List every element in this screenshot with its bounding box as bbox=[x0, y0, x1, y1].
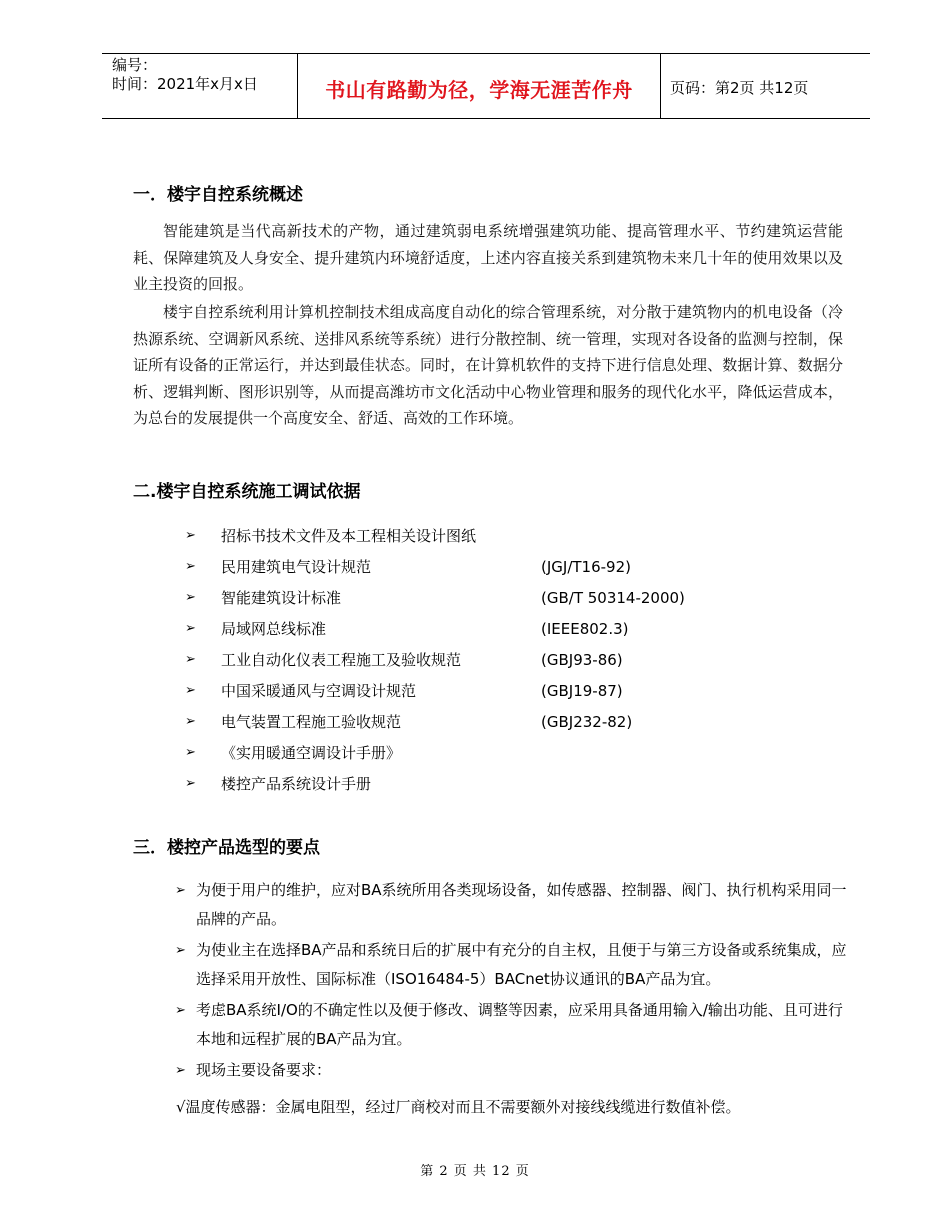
section-2-title: 二.楼宇自控系统施工调试依据 bbox=[133, 482, 361, 502]
temperature-sensor-requirement: √温度传感器：金属电阻型，经过厂商校对而且不需要额外对接线线缆进行数值补偿。 bbox=[176, 1098, 741, 1116]
page-footer: 第 2 页 共 12 页 bbox=[420, 1164, 530, 1179]
arrow-bullet-icon: ➢ bbox=[185, 528, 196, 543]
standards-list bbox=[185, 520, 741, 799]
arrow-bullet-icon: ➢ bbox=[185, 776, 196, 791]
list-item: ➢ 电气装置工程施工验收规范 (GBJ232-82) bbox=[185, 712, 633, 731]
selection-points-list bbox=[175, 876, 855, 1087]
arrow-bullet-icon: ➢ bbox=[185, 683, 196, 698]
arrow-bullet-icon: ➢ bbox=[185, 590, 196, 605]
header-top-rule bbox=[102, 53, 870, 54]
arrow-bullet-icon: ➢ bbox=[175, 943, 186, 958]
header-number-label: 编号： bbox=[112, 56, 158, 74]
arrow-bullet-icon: ➢ bbox=[185, 745, 196, 760]
section-1-paragraph-2: 楼宇自控系统利用计算机控制技术组成高度自动化的综合管理系统，对分散于建筑物内的机电设备（冷热源系统、空调新风系统、送排风系统等系统）进行分散控制、统一管理，实现对各设备的监测与控制，保证所有设备的正常运行，并达到最佳状态。同时，在计算机软件的支持下进行信息处理、数据计算、数据分析、逻辑判断、图形识别等，从而提高潍坊市文化活动中心物业管理和服务的现代化水平，降低运营成本，为总台的发展提供一个高度安全、舒适、高效的工作环境。 bbox=[133, 303, 843, 427]
list-item: ➢ 《实用暖通空调设计手册》 bbox=[185, 744, 402, 762]
section-1-title: 一．楼宇自控系统概述 bbox=[133, 185, 303, 205]
header-time-label: 时间：2021年x月x日 bbox=[112, 75, 258, 93]
section-3-title: 三．楼控产品选型的要点 bbox=[133, 838, 320, 858]
list-item: ➢ 为使业主在选择BA产品和系统日后的扩展中有充分的自主权，且便于与第三方设备或系统集成，应选择采用开放性、国际标准（ISO16484-5）BACnet协议通讯的BA产品为宜。 bbox=[175, 936, 855, 994]
arrow-bullet-icon: ➢ bbox=[185, 621, 196, 636]
header-left-cell bbox=[112, 56, 258, 94]
list-item: ➢ 现场主要设备要求： bbox=[175, 1056, 855, 1085]
list-item: ➢ 智能建筑设计标准 (GB/T 50314-2000) bbox=[185, 588, 685, 607]
list-item: ➢ 工业自动化仪表工程施工及验收规范 (GBJ93-86) bbox=[185, 650, 623, 669]
list-item: ➢ 楼控产品系统设计手册 bbox=[185, 775, 372, 793]
list-item: ➢ 招标书技术文件及本工程相关设计图纸 bbox=[185, 527, 477, 545]
header-divider-2 bbox=[660, 53, 661, 119]
header-page-info: 页码：第2页 共12页 bbox=[670, 79, 809, 97]
header-bottom-rule bbox=[102, 118, 870, 119]
arrow-bullet-icon: ➢ bbox=[185, 652, 196, 667]
list-item: ➢ 民用建筑电气设计规范 (JGJ/T16-92) bbox=[185, 557, 631, 576]
arrow-bullet-icon: ➢ bbox=[175, 1003, 186, 1018]
section-1-paragraph-1: 智能建筑是当代高新技术的产物，通过建筑弱电系统增强建筑功能、提高管理水平、节约建筑运营能耗、保障建筑及人身安全、提升建筑内环境舒适度，上述内容直接关系到建筑物未来几十年的使用效果以及业主投资的回报。 bbox=[133, 222, 843, 293]
list-item: ➢ 中国采暖通风与空调设计规范 (GBJ19-87) bbox=[185, 681, 623, 700]
list-item: ➢ 局域网总线标准 (IEEE802.3) bbox=[185, 619, 629, 638]
list-item: ➢ 考虑BA系统I/O的不确定性以及便于修改、调整等因素，应采用具备通用输入/输出功能、且可进行本地和远程扩展的BA产品为宜。 bbox=[175, 996, 855, 1054]
arrow-bullet-icon: ➢ bbox=[175, 1063, 186, 1078]
arrow-bullet-icon: ➢ bbox=[185, 714, 196, 729]
arrow-bullet-icon: ➢ bbox=[185, 559, 196, 574]
arrow-bullet-icon: ➢ bbox=[175, 883, 186, 898]
list-item: ➢ 为便于用户的维护，应对BA系统所用各类现场设备，如传感器、控制器、阀门、执行机构采用同一品牌的产品。 bbox=[175, 876, 855, 934]
header-motto: 书山有路勤为径，学海无涯苦作舟 bbox=[325, 78, 633, 102]
